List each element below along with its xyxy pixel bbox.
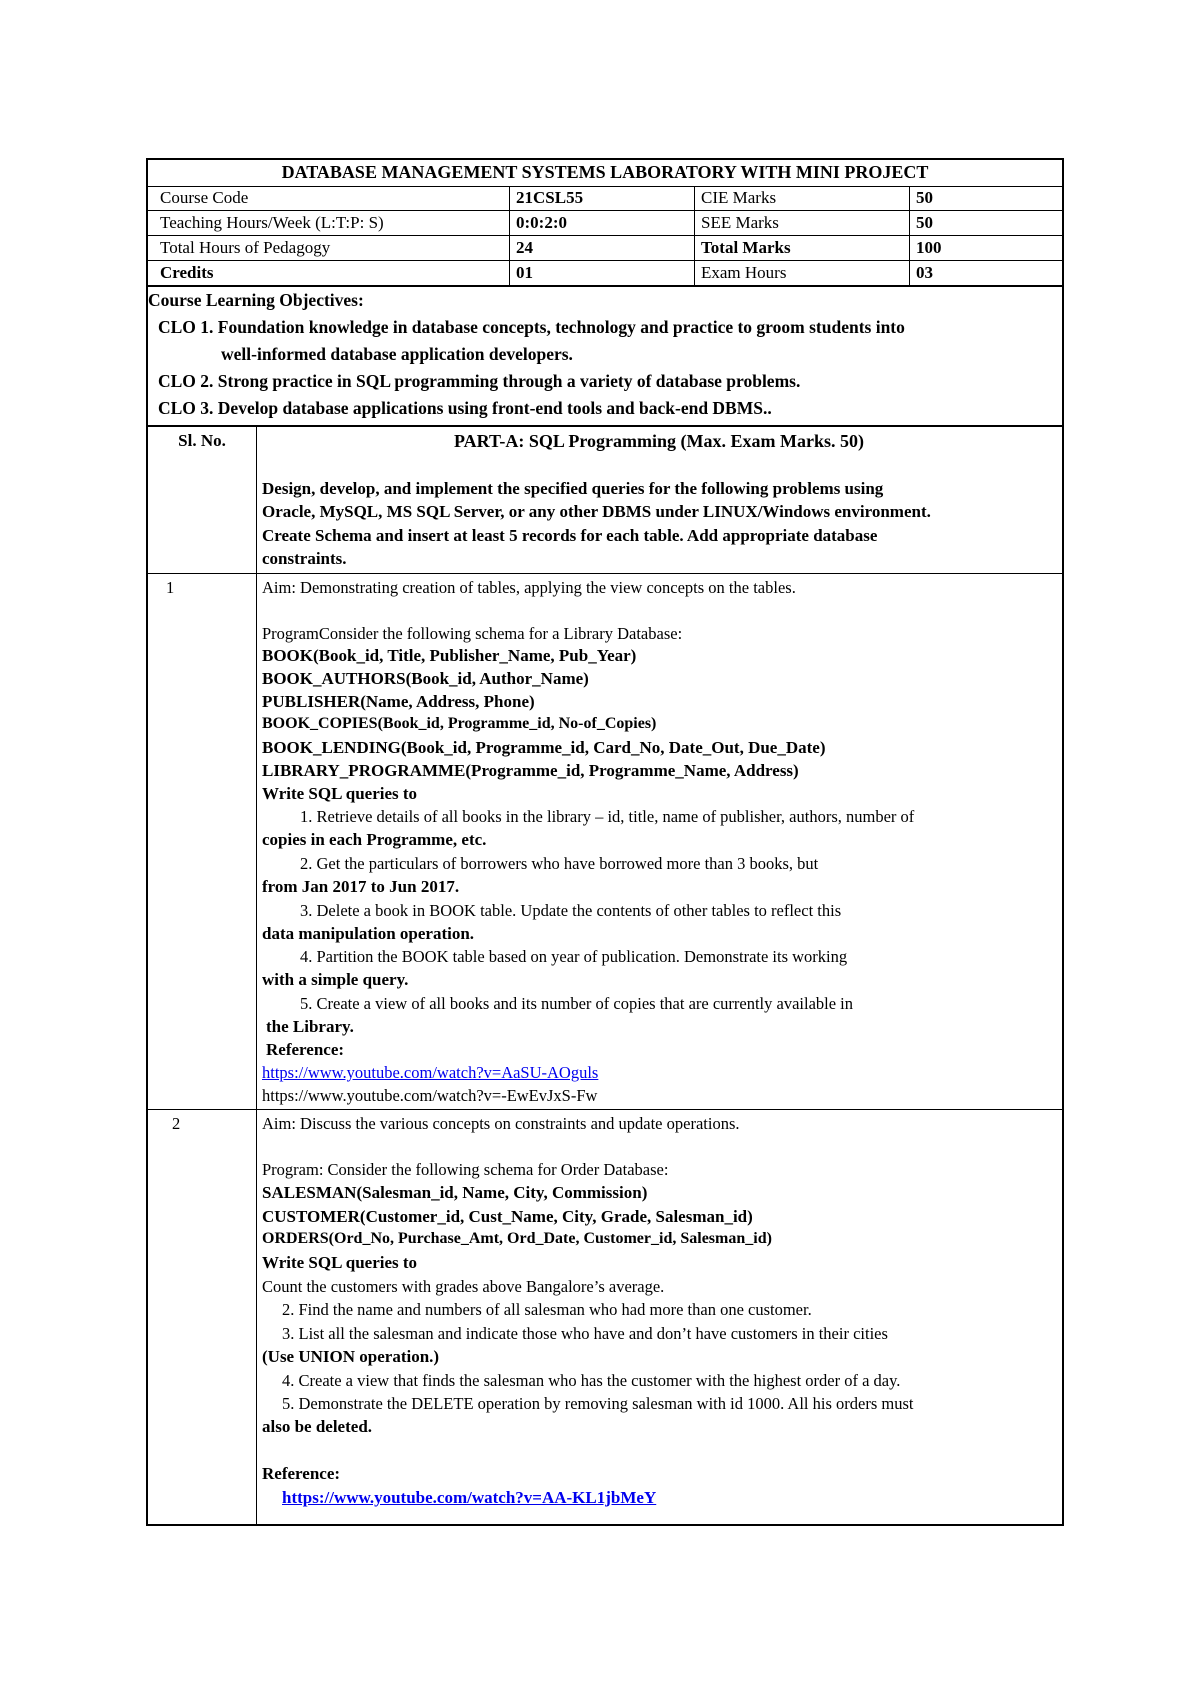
- p1-query-5: 5. Create a view of all books and its number of copies that are currently available in: [300, 994, 854, 1013]
- see-marks-value: 50: [916, 213, 933, 232]
- schema-book-copies: BOOK_COPIES(Book_id, Programme_id, No-of_Copies): [262, 715, 657, 732]
- clo-2: CLO 2. Strong practice in SQL programming through a variety of database problems.: [158, 371, 801, 391]
- program-2-write-queries: Write SQL queries to: [262, 1253, 418, 1272]
- exam-hours-value: 03: [916, 263, 933, 282]
- clo-1-continued: well-informed database application developers.: [221, 344, 573, 364]
- exam-hours-label: Exam Hours: [701, 263, 787, 282]
- teaching-hours-label: Teaching Hours/Week (L:T:P: S): [160, 213, 384, 232]
- part-a-desc-2: Oracle, MySQL, MS SQL Server, or any other DBMS under LINUX/Windows environment.: [262, 502, 931, 521]
- program-1-number: 1: [166, 578, 175, 597]
- p1-query-3-cont: data manipulation operation.: [262, 924, 475, 943]
- part-a-desc-3: Create Schema and insert at least 5 records for each table. Add appropriate database: [262, 526, 878, 545]
- program-1-aim: Aim: Demonstrating creation of tables, applying the view concepts on the tables.: [262, 578, 796, 597]
- clo-1: CLO 1. Foundation knowledge in database concepts, technology and practice to groom students into: [158, 317, 905, 337]
- p1-reference-label: Reference:: [266, 1040, 345, 1059]
- p1-reference-link-2: https://www.youtube.com/watch?v=-EwEvJxS-Fw: [262, 1086, 598, 1105]
- p2-query-5: 5. Demonstrate the DELETE operation by removing salesman with id 1000. All his orders must: [282, 1394, 914, 1413]
- total-hours-value: 24: [516, 238, 533, 257]
- p2-query-5-cont: also be deleted.: [262, 1417, 373, 1436]
- p1-reference-link-1[interactable]: https://www.youtube.com/watch?v=AaSU-AOguls: [262, 1063, 599, 1082]
- cie-marks-label: CIE Marks: [701, 188, 777, 207]
- p1-query-5-cont: the Library.: [266, 1017, 354, 1036]
- program-1-write-queries: Write SQL queries to: [262, 784, 418, 803]
- clo-3: CLO 3. Develop database applications using front-end tools and back-end DBMS..: [158, 398, 772, 418]
- p2-reference-label: Reference:: [262, 1464, 341, 1483]
- schema-book-lending: BOOK_LENDING(Book_id, Programme_id, Card_No, Date_Out, Due_Date): [262, 738, 826, 757]
- program-1-intro: ProgramConsider the following schema for a Library Database:: [262, 624, 683, 643]
- schema-publisher: PUBLISHER(Name, Address, Phone): [262, 692, 535, 711]
- program-2-aim: Aim: Discuss the various concepts on constraints and update operations.: [262, 1114, 740, 1133]
- p2-reference-link[interactable]: https://www.youtube.com/watch?v=AA-KL1jbMeY: [282, 1488, 657, 1507]
- credits-label: Credits: [160, 263, 214, 282]
- credits-value: 01: [516, 263, 533, 282]
- part-a-desc-4: constraints.: [262, 549, 347, 568]
- p1-query-3: 3. Delete a book in BOOK table. Update the contents of other tables to reflect this: [300, 901, 842, 920]
- schema-orders: ORDERS(Ord_No, Purchase_Amt, Ord_Date, Customer_id, Salesman_id): [262, 1230, 772, 1247]
- syllabus-title: DATABASE MANAGEMENT SYSTEMS LABORATORY WITH MINI PROJECT: [281, 162, 929, 182]
- schema-book: BOOK(Book_id, Title, Publisher_Name, Pub_Year): [262, 646, 637, 665]
- schema-salesman: SALESMAN(Salesman_id, Name, City, Commission): [262, 1183, 648, 1202]
- teaching-hours-value: 0:0:2:0: [516, 213, 567, 232]
- see-marks-label: SEE Marks: [701, 213, 779, 232]
- objectives-heading: Course Learning Objectives:: [148, 290, 364, 310]
- p1-query-1: 1. Retrieve details of all books in the library – id, title, name of publisher, authors, number of: [300, 807, 915, 826]
- p2-query-3-cont: (Use UNION operation.): [262, 1347, 440, 1366]
- part-a-heading: PART-A: SQL Programming (Max. Exam Marks. 50): [453, 431, 864, 451]
- p1-query-4-cont: with a simple query.: [262, 970, 409, 989]
- total-marks-value: 100: [916, 238, 942, 257]
- course-code-label: Course Code: [160, 188, 249, 207]
- syllabus-frame: [146, 158, 1064, 1526]
- p1-query-1-cont: copies in each Programme, etc.: [262, 830, 487, 849]
- p1-query-2: 2. Get the particulars of borrowers who have borrowed more than 3 books, but: [300, 854, 819, 873]
- p1-query-2-cont: from Jan 2017 to Jun 2017.: [262, 877, 460, 896]
- p1-query-4: 4. Partition the BOOK table based on year of publication. Demonstrate its working: [300, 947, 848, 966]
- p2-query-1: Count the customers with grades above Bangalore’s average.: [262, 1277, 665, 1296]
- program-2-number: 2: [172, 1114, 181, 1133]
- cie-marks-value: 50: [916, 188, 933, 207]
- p2-query-2: 2. Find the name and numbers of all salesman who had more than one customer.: [282, 1300, 812, 1319]
- schema-book-authors: BOOK_AUTHORS(Book_id, Author_Name): [262, 669, 589, 688]
- schema-customer: CUSTOMER(Customer_id, Cust_Name, City, Grade, Salesman_id): [262, 1207, 753, 1226]
- sl-no-header: Sl. No.: [178, 431, 226, 450]
- total-hours-label: Total Hours of Pedagogy: [160, 238, 331, 257]
- p2-query-4: 4. Create a view that finds the salesman who has the customer with the highest order of a day.: [282, 1371, 901, 1390]
- p2-query-3: 3. List all the salesman and indicate those who have and don’t have customers in their cities: [282, 1324, 888, 1343]
- course-code-value: 21CSL55: [516, 188, 584, 207]
- part-a-desc-1: Design, develop, and implement the specified queries for the following problems using: [262, 479, 884, 498]
- program-2-intro: Program: Consider the following schema for Order Database:: [262, 1160, 669, 1179]
- schema-library-programme: LIBRARY_PROGRAMME(Programme_id, Programme_Name, Address): [262, 761, 799, 780]
- total-marks-label: Total Marks: [701, 238, 791, 257]
